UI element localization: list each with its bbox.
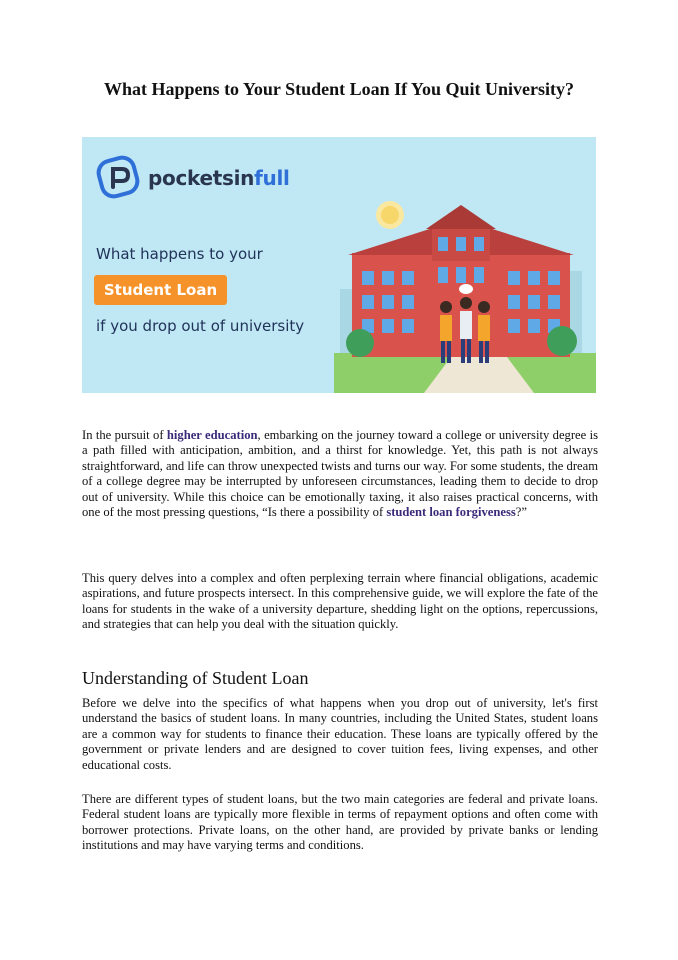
page-title: What Happens to Your Student Loan If You Quit University?	[104, 79, 574, 99]
section-heading: Understanding of Student Loan	[82, 668, 309, 688]
query-paragraph: This query delves into a complex and often perplexing terrain where financial obligations, academic aspirations, and future prospects intersect. In this comprehensive guide, we will explore the fate of the loans for students in the wake of a university departure, shedding light on the options, repercussions, and strategies that can help you deal with the situation quickly.	[82, 571, 598, 632]
understanding-paragraph: Before we delve into the specifics of what happens when you drop out of university, let's first understand the basics of student loans. In many countries, including the United States, student loans are a common way for students to finance their education. These loans are typically offered by the government or private lenders and are designed to cover tuition fees, living expenses, and other educational costs.	[82, 696, 598, 772]
intro-paragraph: In the pursuit of higher education, embarking on the journey toward a college or university degree is a path filled with anticipation, ambition, and a thirst for knowledge. Yet, this path is not always straightforward, and life can throw unexpected twists and turns our way. For some students, the dream of a college degree may be interrupted by unforeseen circumstances, leading them to decide to drop out of university. While this choice can be emotionally taxing, it also raises practical concerns, with one of the most pressing questions, “Is there a possibility of student loan forgiveness?”	[82, 428, 598, 520]
loan-types-paragraph: There are different types of student loans, but the two main categories are federal and private loans. Federal student loans are typically more flexible in terms of repayment options and often come with borrower protections. Private loans, on the other hand, are provided by private banks or lending institutions and may have varying terms and conditions.	[82, 792, 598, 853]
banner-image	[82, 137, 596, 393]
pocketsinfull-logo-icon	[96, 155, 142, 201]
logo-text: pocketsinfull	[148, 166, 290, 190]
higher-education-link[interactable]: higher education	[166, 428, 258, 442]
banner-line-3: if you drop out of university	[96, 317, 305, 335]
university-illustration	[334, 193, 596, 393]
banner-line-1: What happens to your	[96, 245, 263, 263]
student-loan-forgiveness-link[interactable]: student loan forgiveness	[386, 505, 516, 520]
pocketsinfull-logo	[96, 155, 290, 201]
banner-pill: Student Loan	[94, 275, 227, 305]
